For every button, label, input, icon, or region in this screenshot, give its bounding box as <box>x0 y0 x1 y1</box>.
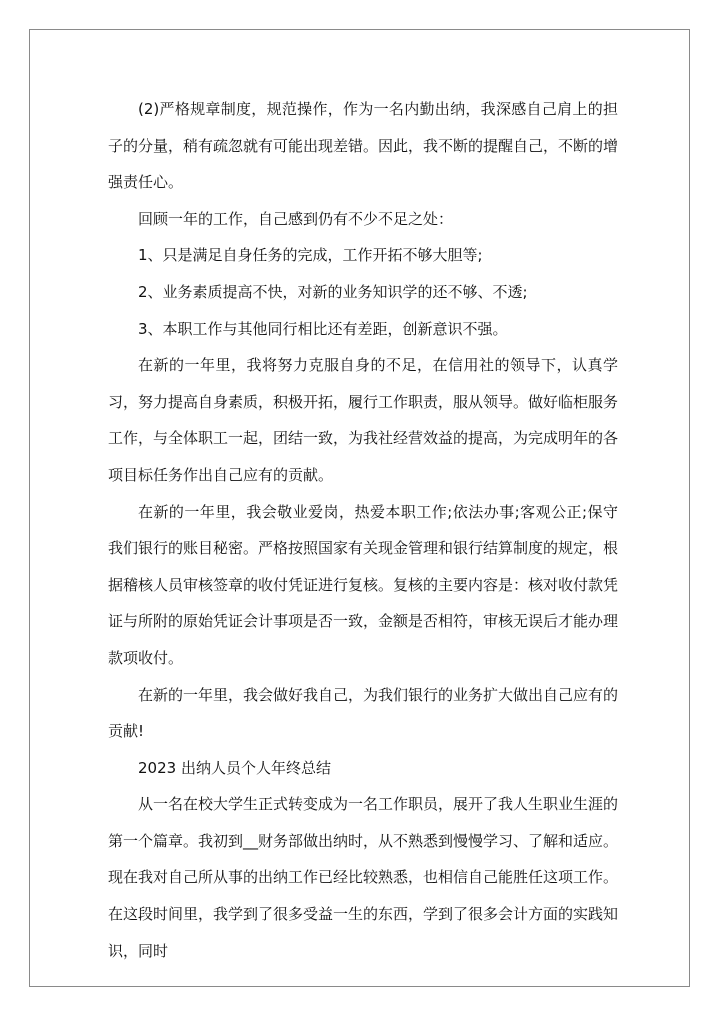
paragraph-new-year-dedication: 在新的一年里，我会敬业爱岗，热爱本职工作;依法办事;客观公正;保守我们银行的账目秘密。严格按照国家有关现金管理和银行结算制度的规定，根据稽核人员审核签章的收付凭证进行复核。复核的主要内容是：核对收付款凭证与所附的原始凭证会计事项是否一致，金额是否相符，审核无误后才能办理款项收付。 <box>108 502 619 667</box>
list-item-shortcoming-2: 2、业务素质提高不快，对新的业务知识学的还不够、不透; <box>138 282 528 301</box>
list-item-shortcoming-1: 1、只是满足自身任务的完成，工作开拓不够大胆等; <box>138 246 483 265</box>
paragraph-review-intro: 回顾一年的工作，自己感到仍有不少不足之处： <box>138 209 454 228</box>
document-body <box>108 91 618 969</box>
paragraph-regulations: (2)严格规章制度，规范操作，作为一名内勤出纳，我深感自己肩上的担子的分量，稍有疏忽就有可能出现差错。因此，我不断的提醒自己，不断的增强责任心。 <box>108 100 619 192</box>
list-item-shortcoming-3: 3、本职工作与其他同行相比还有差距，创新意识不强。 <box>138 319 508 338</box>
section-title: 2023 出纳人员个人年终总结 <box>138 758 331 777</box>
paragraph-new-year-plan: 在新的一年里，我将努力克服自身的不足，在信用社的领导下，认真学习，努力提高自身素质，积极开拓，履行工作职责，服从领导。做好临柜服务工作，与全体职工一起，团结一致，为我社经营效益的提高，为完成明年的各项目标任务作出自己应有的贡献。 <box>108 356 619 484</box>
paragraph-new-year-contribution: 在新的一年里，我会做好我自己，为我们银行的业务扩大做出自己应有的贡献! <box>108 685 619 741</box>
paragraph-career-start: 从一名在校大学生正式转变成为一名工作职员，展开了我人生职业生涯的第一个篇章。我初到__财务部做出纳时，从不熟悉到慢慢学习、了解和适应。现在我对自己所从事的出纳工作已经比较熟悉，也相信自己能胜任这项工作。在这段时间里，我学到了很多受益一生的东西，学到了很多会计方面的实践知识，同时 <box>108 795 619 960</box>
